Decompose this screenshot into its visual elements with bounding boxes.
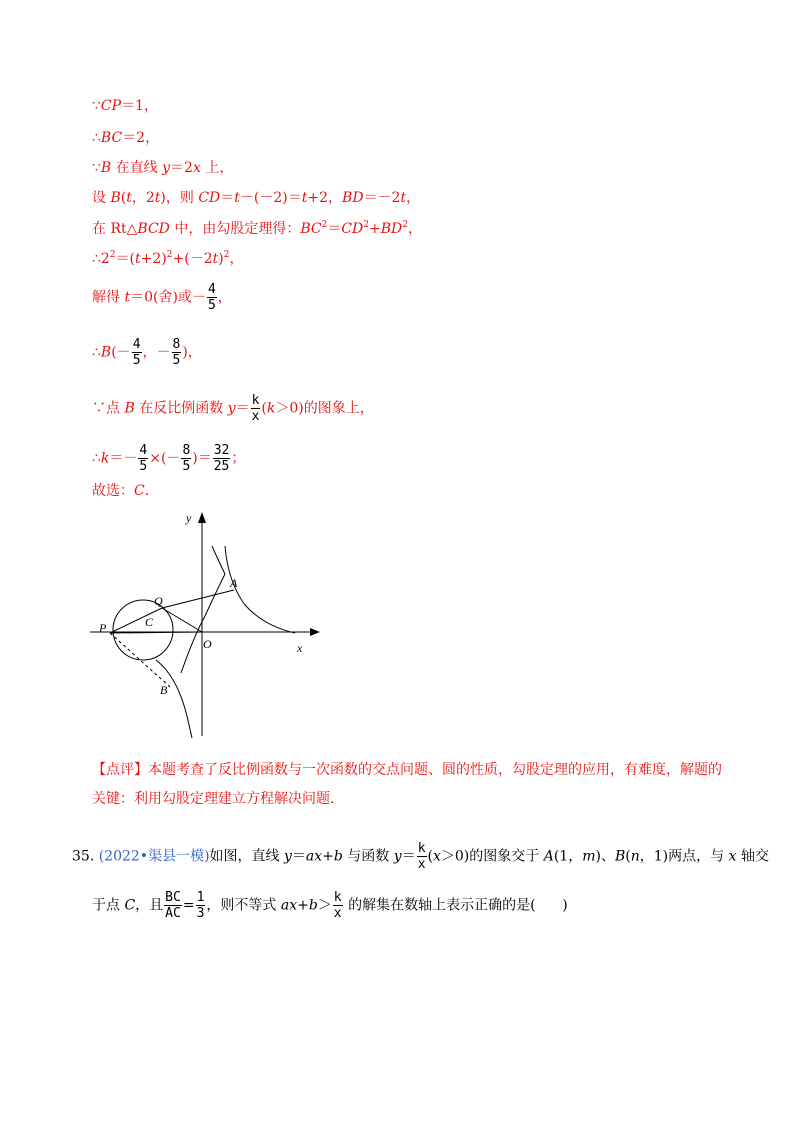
comment-block (92, 756, 732, 814)
solution-line-11: 故选：C． (92, 483, 159, 499)
label-q: Q (154, 594, 163, 608)
question-source: (2022•渠县一模) (98, 848, 210, 865)
fraction: $\frac{1}{3}$ (196, 890, 205, 921)
fraction: $\frac{4}{5}$ (132, 337, 141, 368)
label-p: P (99, 621, 107, 635)
solution-line-6: $\therefore 2^2=(t+2)^2+(-2t)^2$， (92, 250, 244, 267)
line-qa (162, 590, 234, 608)
fraction: $\frac{32}{25}$ (213, 443, 230, 474)
solution-line-2: ∴BC＝2， (92, 130, 160, 146)
line-through-a (212, 546, 225, 574)
solution-line-1: ∵CP＝1， (92, 98, 158, 114)
fraction: $\frac{k}{x}$ (251, 393, 260, 424)
solution-line-10: ∴k＝－ $\frac{4}{5}$ ×(－ $\frac{8}{5}$ )＝ $\frac{32}{25}$ ； (92, 443, 246, 474)
solution-line-7: 解得 t＝0(舍)或－ $\frac{4}{5}$ ， (92, 282, 232, 313)
question-line-1: 35. (2022•渠县一模)如图，直线 y＝ax+b 与函数 y＝ $\frac{k}{x}$ (x＞0)的图象交于 A(1，m)、B(n，1)两点，与 x 轴交 (72, 841, 769, 872)
line-pq (110, 608, 162, 633)
fraction: $\frac{4}{5}$ (207, 282, 216, 313)
solution-line-5: 在 Rt△BCD 中，由勾股定理得：$BC^2=CD^2+BD^2$， (92, 220, 422, 237)
question-number: 35. (72, 848, 95, 865)
answer-blank (536, 898, 563, 914)
y-axis-arrow (198, 512, 206, 523)
solution-line-8: ∴B(－ $\frac{4}{5}$ ，－ $\frac{8}{5}$ )， (92, 337, 202, 368)
label-x: x (297, 641, 303, 655)
fraction: $\frac{8}{5}$ (172, 337, 181, 368)
line-qo (162, 608, 202, 632)
fraction: $\frac{k}{x}$ (333, 890, 342, 921)
fraction: $\frac{k}{x}$ (417, 841, 426, 872)
comment-text: 本题考查了反比例函数与一次函数的交点问题、圆的性质，勾股定理的应用，有难度，解题的关键：利用勾股定理建立方程解决问题. (92, 762, 722, 807)
hyperbola-branch-2 (156, 660, 192, 738)
fraction: $\frac{8}{5}$ (182, 443, 191, 474)
label-a: A (230, 576, 238, 590)
solution-line-4: 设 B(t，2t)，则 CD＝t－(－2)＝t+2，BD＝－2t， (92, 190, 421, 206)
x-axis-arrow (310, 628, 320, 636)
label-y: y (186, 511, 192, 525)
solution-line-3: ∵B 在直线 y＝2x 上， (92, 160, 234, 176)
geometry-diagram (88, 508, 328, 740)
label-b: B (160, 683, 168, 697)
fraction: $\frac{BC}{AC}$ (165, 890, 181, 921)
solution-line-9: ∵点 B 在反比例函数 y＝ $\frac{k}{x}$ (k＞0)的图象上， (92, 393, 374, 424)
question-line-2: 于点 C，且 $\frac{BC}{AC}$ = $\frac{1}{3}$ ，则不等式 ax+b＞ $\frac{k}{x}$ 的解集在数轴上表示正确的是( ) (92, 890, 568, 921)
fraction: $\frac{4}{5}$ (139, 443, 148, 474)
label-c: C (145, 615, 154, 629)
comment-tag: 【点评】 (92, 762, 148, 778)
label-o: O (203, 637, 212, 651)
